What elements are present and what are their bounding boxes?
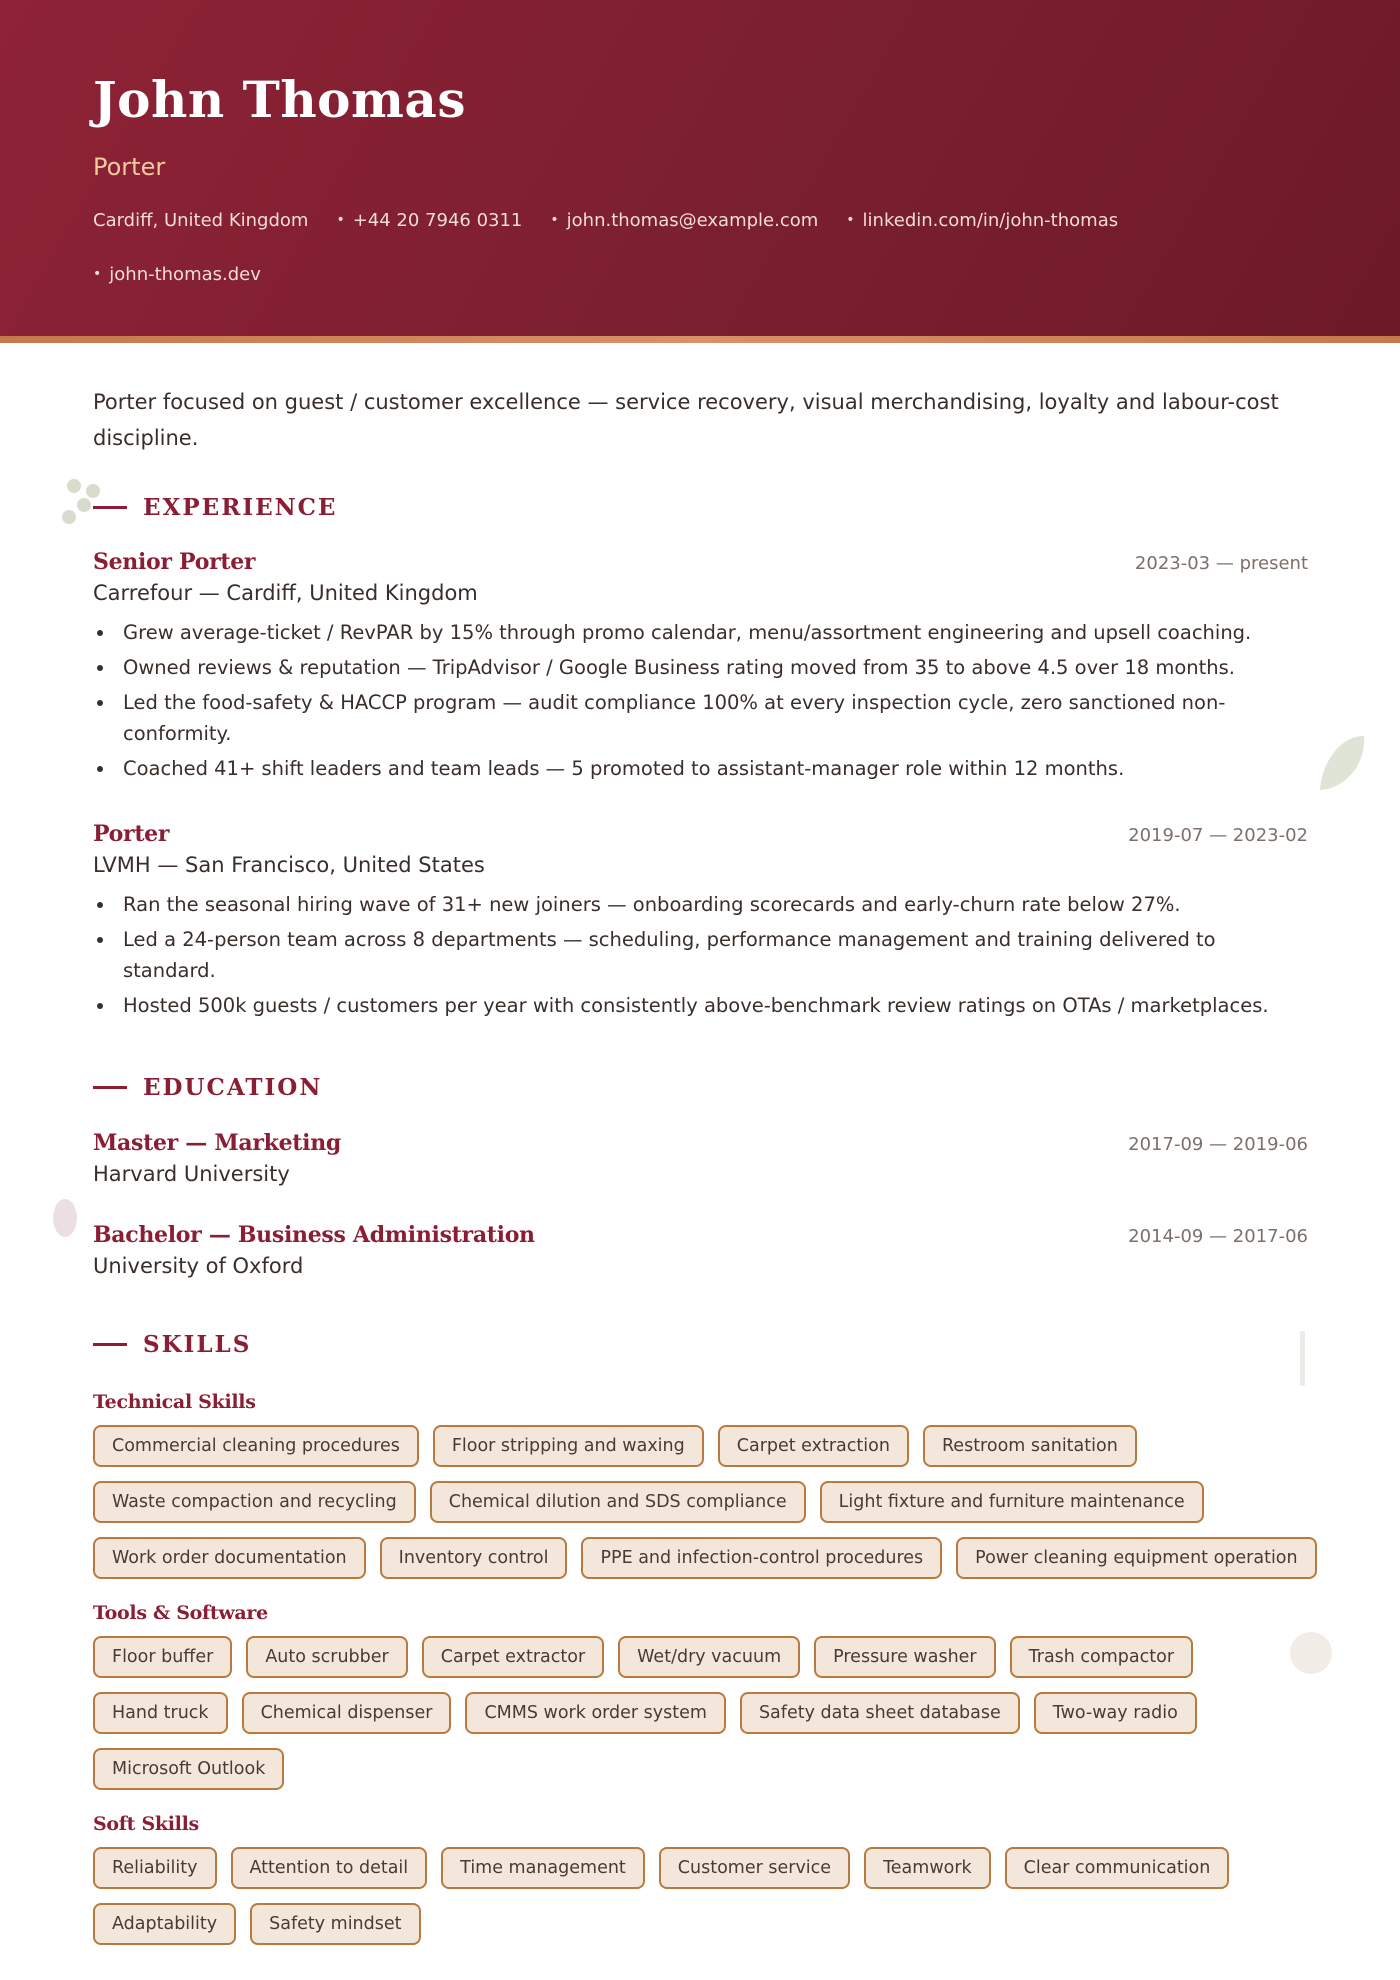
soft-skill-chip: Teamwork xyxy=(864,1847,991,1889)
degree-title: Bachelor — Business Administration xyxy=(93,1222,535,1248)
soft-skill-chip: Clear communication xyxy=(1005,1847,1230,1889)
contact-website[interactable] xyxy=(93,262,1313,286)
section-title-skills xyxy=(93,1331,251,1358)
section-title-text: EDUCATION xyxy=(143,1074,323,1101)
contact-location xyxy=(93,208,308,232)
skill-category-soft: Soft Skills xyxy=(93,1813,199,1835)
tool-chip: Chemical dispenser xyxy=(242,1692,452,1734)
skill-chip: Work order documentation xyxy=(93,1537,366,1579)
skill-chip: Inventory control xyxy=(380,1537,568,1579)
tool-chip: Floor buffer xyxy=(93,1636,232,1678)
section-title-experience xyxy=(93,494,337,521)
job-title: Senior Porter xyxy=(93,549,256,575)
candidate-name: John Thomas xyxy=(93,70,466,129)
tool-chip: Safety data sheet database xyxy=(740,1692,1020,1734)
section-title-text: SKILLS xyxy=(143,1331,252,1358)
skill-chip: Restroom sanitation xyxy=(923,1425,1137,1467)
tool-chip: Auto scrubber xyxy=(246,1636,407,1678)
soft-skill-chip: Safety mindset xyxy=(250,1903,420,1945)
tools-list xyxy=(93,1636,1323,1790)
job-date: 2023-03 — present xyxy=(1134,553,1308,574)
section-title-education xyxy=(93,1074,322,1101)
scroll-marker-decoration xyxy=(1300,1331,1305,1386)
job-bullet: Ran the seasonal hiring wave of 31+ new joiners — onboarding scorecards and early-churn rate below 27%. xyxy=(93,889,1308,920)
skill-chip: Chemical dilution and SDS compliance xyxy=(430,1481,806,1523)
resume-header xyxy=(0,0,1400,336)
job-bullet: Owned reviews & reputation — TripAdvisor / Google Business rating moved from 35 to above 4.5 over 18 months. xyxy=(93,652,1308,683)
job-bullets xyxy=(93,617,1308,784)
skill-category-technical: Technical Skills xyxy=(93,1391,256,1413)
soft-skill-chip: Reliability xyxy=(93,1847,217,1889)
degree-title: Master — Marketing xyxy=(93,1130,341,1156)
degree-date: 2014-09 — 2017-06 xyxy=(1128,1226,1308,1247)
job-bullet: Led the food-safety & HACCP program — audit compliance 100% at every inspection cycle, zero sanctioned non-conformity. xyxy=(93,687,1308,749)
skill-category-tools: Tools & Software xyxy=(93,1602,268,1624)
skill-chip: Commercial cleaning procedures xyxy=(93,1425,419,1467)
tool-chip: Two-way radio xyxy=(1034,1692,1197,1734)
tool-chip: Carpet extractor xyxy=(422,1636,604,1678)
bullet-icon: • xyxy=(846,212,855,228)
education-entry xyxy=(93,1222,1308,1278)
tool-chip: Trash compactor xyxy=(1010,1636,1193,1678)
section-title-text: EXPERIENCE xyxy=(143,494,338,521)
experience-entry xyxy=(93,549,1308,788)
soft-skill-chip: Customer service xyxy=(659,1847,850,1889)
contact-linkedin[interactable] xyxy=(846,208,1118,232)
tool-chip: Microsoft Outlook xyxy=(93,1748,284,1790)
petal-decoration-icon xyxy=(50,1196,80,1240)
job-title: Porter xyxy=(93,821,170,847)
school-name: University of Oxford xyxy=(93,1254,304,1278)
tool-chip: Wet/dry vacuum xyxy=(618,1636,800,1678)
job-bullet: Hosted 500k guests / customers per year with consistently above-benchmark review ratings on OTAs / marketplaces. xyxy=(93,990,1308,1021)
contact-info xyxy=(93,208,1313,286)
skill-chip: Power cleaning equipment operation xyxy=(956,1537,1316,1579)
bullet-icon: • xyxy=(550,212,559,228)
tool-chip: Pressure washer xyxy=(814,1636,996,1678)
soft-skill-chip: Adaptability xyxy=(93,1903,236,1945)
degree-date: 2017-09 — 2019-06 xyxy=(1128,1134,1308,1155)
tool-chip: Hand truck xyxy=(93,1692,228,1734)
job-bullet: Coached 41+ shift leaders and team leads — 5 promoted to assistant-manager role within 12 months. xyxy=(93,753,1308,784)
skill-chip: Waste compaction and recycling xyxy=(93,1481,416,1523)
job-bullet: Grew average-ticket / RevPAR by 15% through promo calendar, menu/assortment engineering and upsell coaching. xyxy=(93,617,1308,648)
bullet-icon: • xyxy=(336,212,345,228)
candidate-role: Porter xyxy=(93,153,166,181)
tool-chip: CMMS work order system xyxy=(465,1692,726,1734)
contact-phone xyxy=(336,208,522,232)
job-date: 2019-07 — 2023-02 xyxy=(1128,825,1308,846)
skill-chip: Floor stripping and waxing xyxy=(433,1425,704,1467)
section-bar-icon xyxy=(93,1086,127,1089)
contact-location-text: Cardiff, United Kingdom xyxy=(93,209,309,231)
school-name: Harvard University xyxy=(93,1162,290,1186)
job-bullets xyxy=(93,889,1308,1021)
soft-skills-list xyxy=(93,1847,1323,1945)
education-entry xyxy=(93,1130,1308,1186)
bullet-icon: • xyxy=(93,266,102,282)
contact-email[interactable] xyxy=(550,208,818,232)
header-divider xyxy=(0,336,1400,343)
contact-website-text[interactable]: john-thomas.dev xyxy=(109,263,261,285)
experience-entry xyxy=(93,821,1308,1025)
job-company: LVMH — San Francisco, United States xyxy=(93,853,485,877)
job-bullet: Led a 24-person team across 8 departments — scheduling, performance management and training delivered to standard. xyxy=(93,924,1308,986)
profile-summary: Porter focused on guest / customer excellence — service recovery, visual merchandising, loyalty and labour-cost discipline. xyxy=(93,390,1279,450)
contact-phone-text: +44 20 7946 0311 xyxy=(352,209,523,231)
skill-chip: PPE and infection-control procedures xyxy=(581,1537,942,1579)
job-company: Carrefour — Cardiff, United Kingdom xyxy=(93,581,478,605)
leaf-decoration-icon xyxy=(1312,732,1372,798)
contact-linkedin-text[interactable]: linkedin.com/in/john-thomas xyxy=(862,209,1119,231)
soft-skill-chip: Attention to detail xyxy=(231,1847,428,1889)
skill-chip: Carpet extraction xyxy=(718,1425,909,1467)
soft-skill-chip: Time management xyxy=(441,1847,645,1889)
section-bar-icon xyxy=(93,506,127,509)
contact-email-text[interactable]: john.thomas@example.com xyxy=(566,209,819,231)
technical-skills-list xyxy=(93,1425,1323,1579)
skill-chip: Light fixture and furniture maintenance xyxy=(820,1481,1204,1523)
section-bar-icon xyxy=(93,1343,127,1346)
